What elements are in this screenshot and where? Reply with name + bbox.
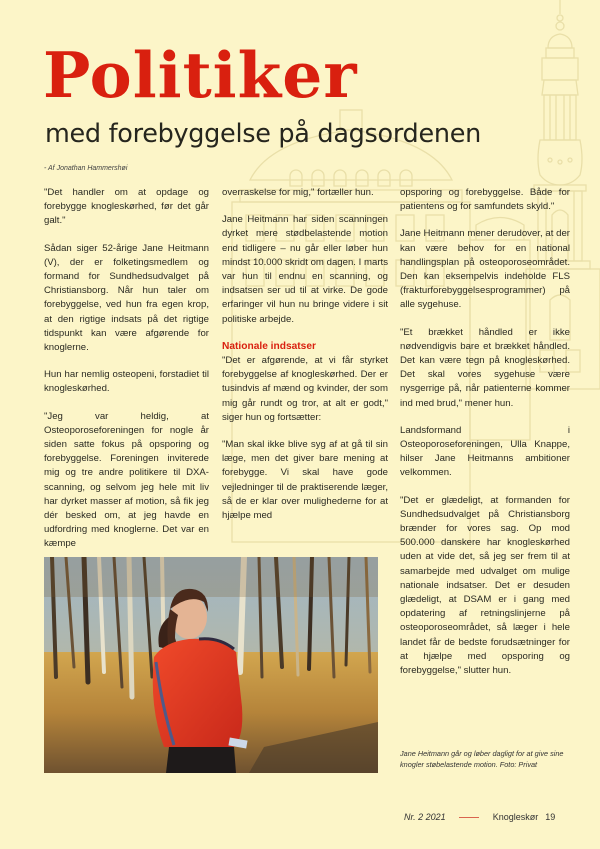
- paragraph: Jane Heitmann mener derudover, at der kan være behov for en national handlingsplan på osteoporoseområdet. Den kan eksempelvis indeholde FLS (frakturforebyggelsesprogrammer) på alle sygehuse.: [400, 228, 570, 311]
- article-subtitle: med forebyggelse på dagsordenen: [45, 119, 481, 149]
- photo-caption: Jane Heitmann går og løber dagligt for at give sine knogler støbelastende motion. Foto: Privat: [400, 749, 564, 769]
- footer-divider: [459, 817, 479, 818]
- paragraph: Landsformand i Osteoporoseforeningen, Ulla Knappe, hilser Jane Heitmanns ambitioner velkommen.: [400, 424, 570, 479]
- magazine-name: Knogleskør: [492, 812, 539, 822]
- page-footer: [404, 812, 555, 822]
- paragraph: opsporing og forebyggelse. Både for patientens og for samfundets skyld.": [400, 187, 570, 213]
- article-column-3: [400, 186, 570, 678]
- paragraph: "Det er afgørende, at vi får styrket forebyggelse af knogleskørhed. Der er tusindvis af mænd og kvinder, der som mig går rundt og tror, at alt er godt," siger hun og fortsætter:: [222, 355, 388, 423]
- paragraph: "Det handler om at opdage og forebygge knogleskørhed, før det går galt.": [44, 187, 209, 227]
- paragraph: Hun har nemlig osteopeni, forstadiet til knogleskørhed.: [44, 369, 209, 395]
- issue-number: Nr. 2 2021: [404, 812, 446, 822]
- page-number: 19: [545, 812, 556, 822]
- paragraph: Sådan siger 52-årige Jane Heitmann (V), der er folketingsmedlem og formand for Sundhedsudvalget på Christiansborg. Når hun taler om forebyggelse, ved hun fra egen krop, at den rigtige indsats på det rigtige tidspunkt kan være afgørende for knoglerne.: [44, 242, 209, 354]
- paragraph: overraskelse for mig," fortæller hun.: [222, 187, 374, 198]
- article-column-2: [222, 186, 388, 523]
- article-photo: [44, 557, 378, 773]
- paragraph: "Jeg var heldig, at Osteoporoseforeningen for nogle år siden satte fokus på opsporing og forebyggelse. Foreningen inviterede mig og tre andre politikere til DXA-scanning, og selvom jeg hele mit liv har dyrket masser af motion, så fik jeg dér besked om, at jeg havde en udfordring med knoglerne. Det var en kæmpe: [44, 410, 209, 550]
- byline: - Af Jonathan Hammershøi: [44, 165, 128, 172]
- photo-woman-forest-icon: [44, 557, 378, 773]
- paragraph: Jane Heitmann har siden scanningen dyrket mere stødbelastende motion end tidligere – nu går eller løber hun mindst 10.000 skridt om dagen. I marts var hun til endnu en scanning, og indsatsen ser ud til at virke. De gode erfaringer vil hun nu bringe videre i sit politiske arbejde.: [222, 214, 388, 325]
- article-column-1: [44, 186, 209, 552]
- article-title: Politiker: [43, 38, 358, 112]
- paragraph: "Man skal ikke blive syg af at gå til sin læge, men det giver bare mening at forebygge. Vi skal have gode vejledninger til de praktiserende læger, så de er klar over mulighederne for at hjælpe med: [222, 439, 388, 522]
- section-subheading: Nationale indsatser: [222, 340, 316, 352]
- paragraph: "Et brækket håndled er ikke nødvendigvis bare et brækket håndled. Det kan være tegn på knogleskørhed. Det skal vores sygehuse være nysgerrige på, når patienterne kommer ind med brud," mener hun.: [400, 326, 570, 409]
- paragraph: "Det er glædeligt, at formanden for Sundhedsudvalget på Christiansborg brænder for vores sag. Op mod 500.000 danskere har knogleskørhed uden at vide det, så jeg ser frem til at samarbejde med udvalget om mulige nationale indsatser. Det er desuden glædeligt, at DSAM er i gang med opdatering af retningslinjerne på osteoporoseområdet, så læger i hele landet får de bedste forudsætninger for at hjælpe med opsporing og forebyggelse," slutter hun.: [400, 494, 570, 677]
